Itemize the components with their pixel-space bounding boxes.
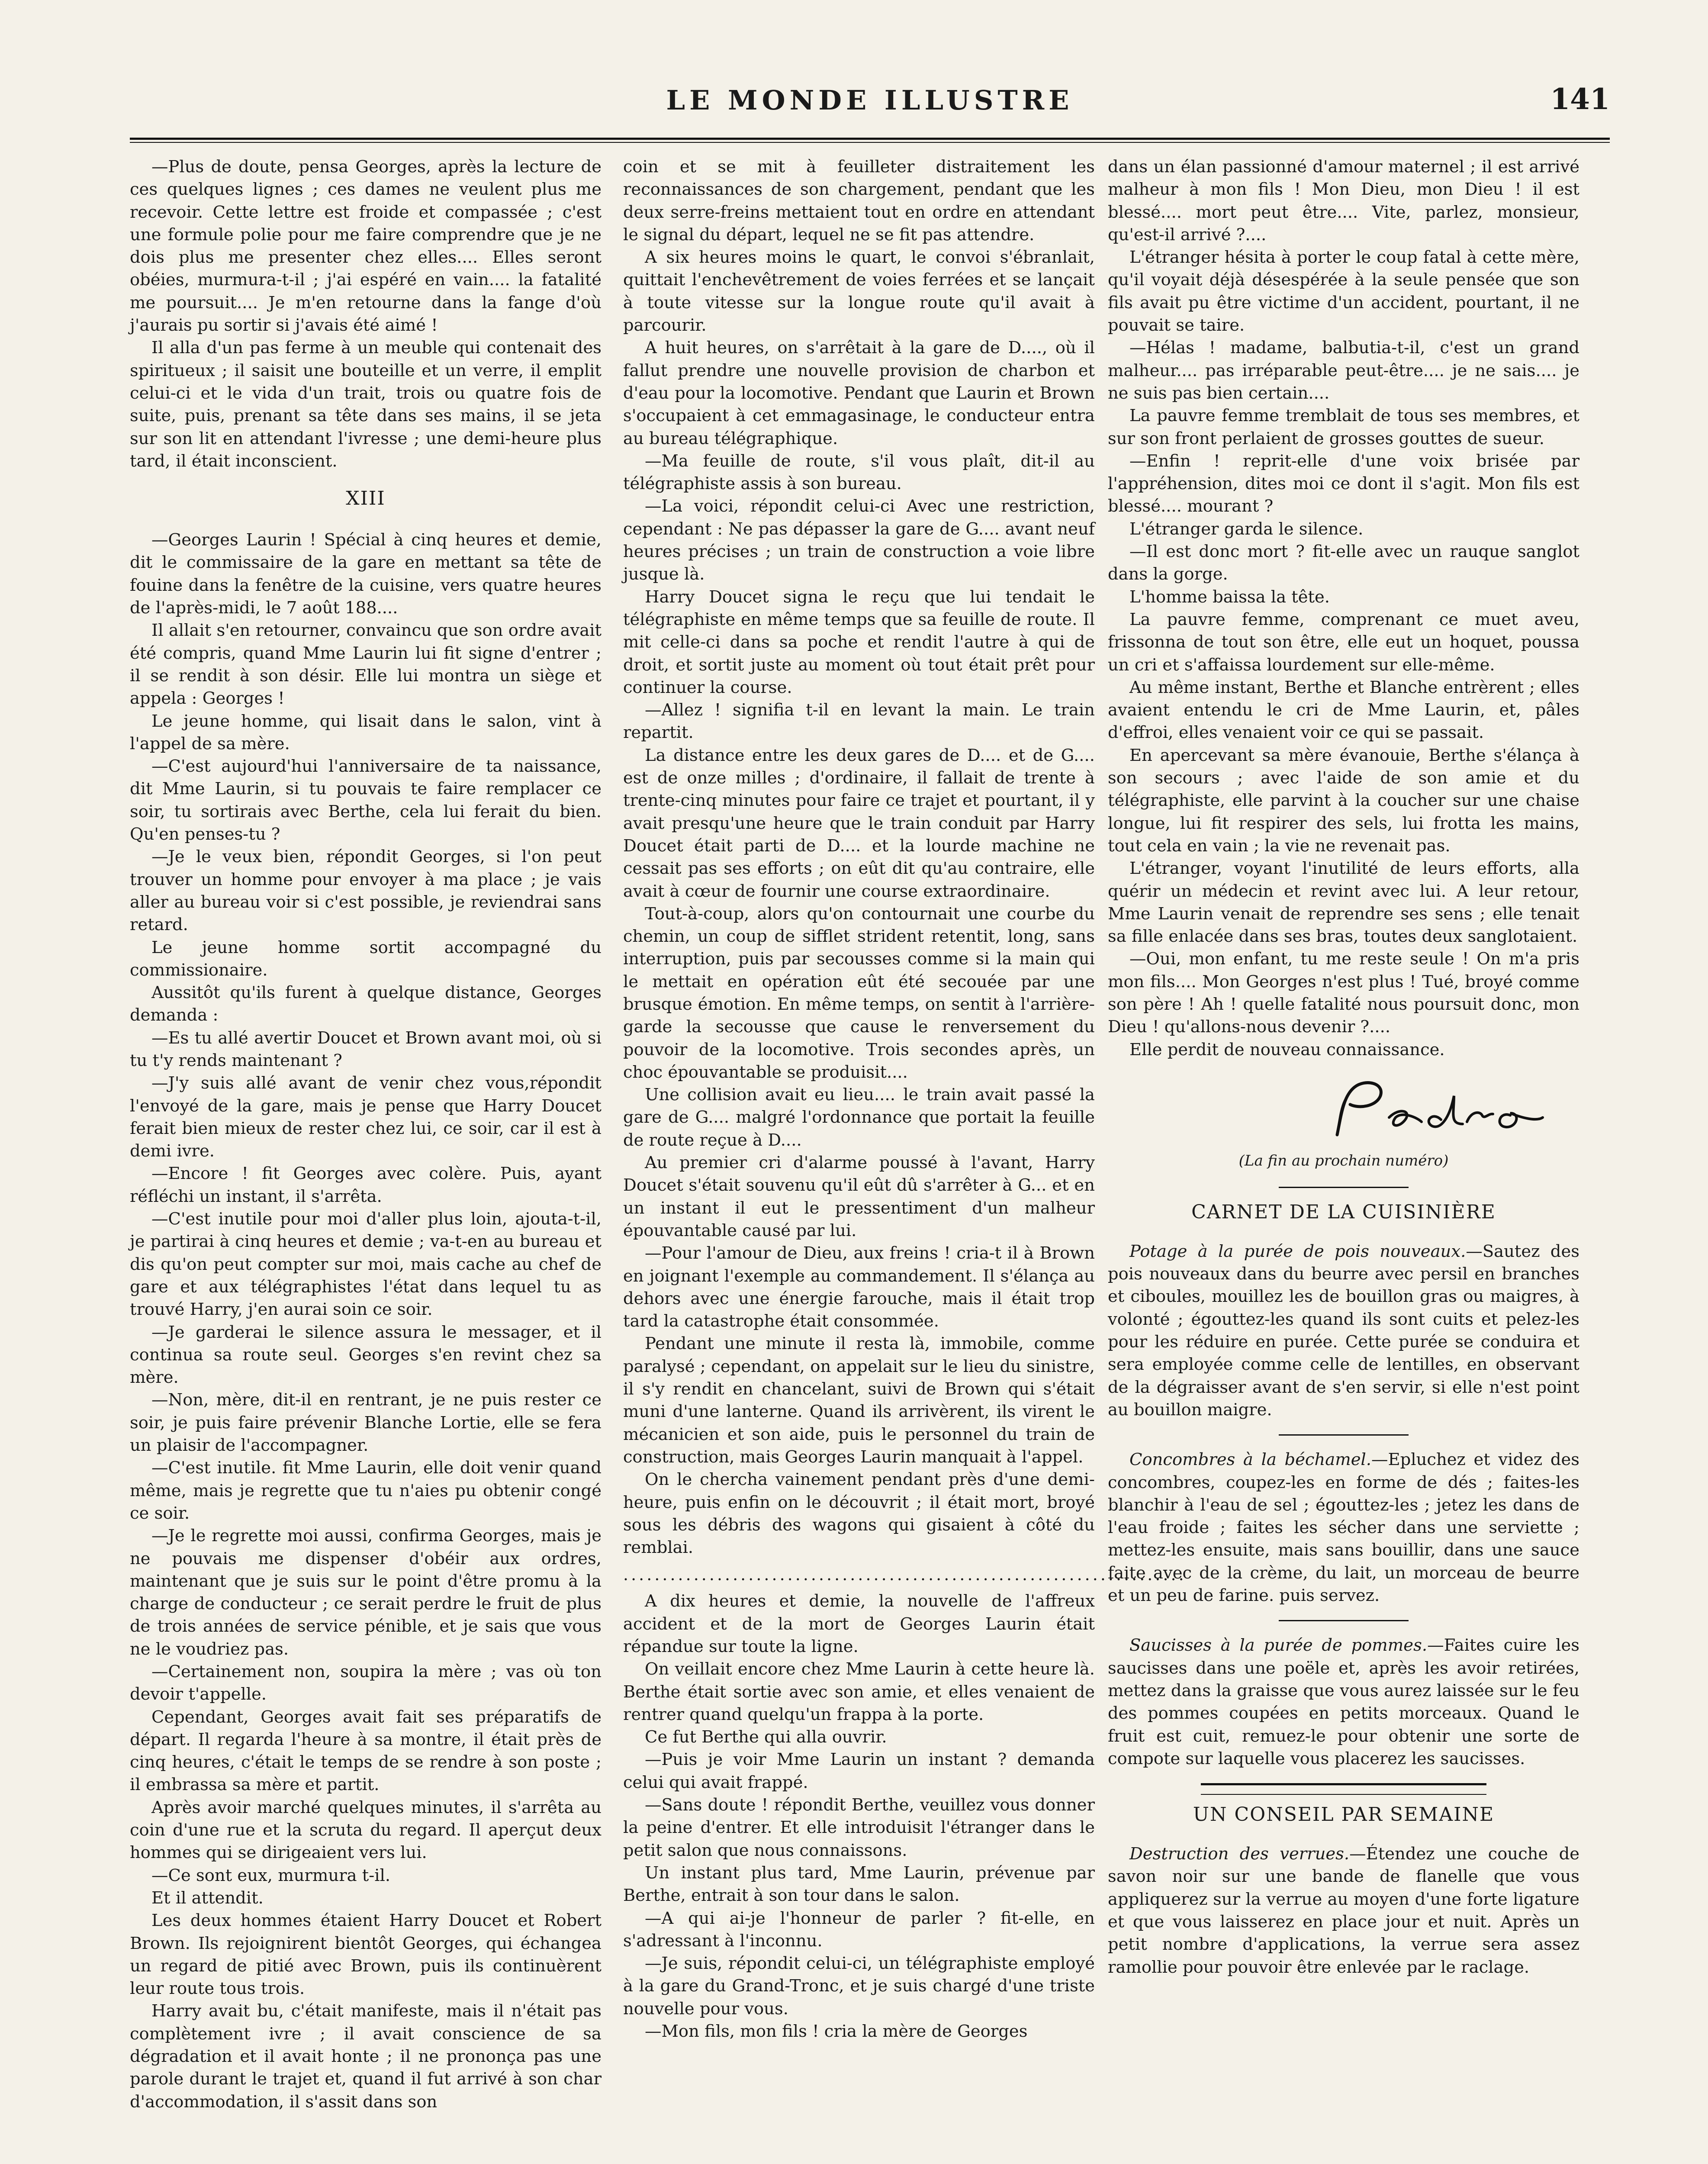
advice-text: —Étendez une couche de savon noir sur une bande de flanelle que vous appliquerez sur la verrue au moyen d'une forte ligature et que vous laisserez en place jour et nuit. Après un petit nombre d'applications, la verrue sera assez ramollie pour pouvoir être enlevée par le raclage. xyxy=(1108,1844,1580,1977)
column-2 xyxy=(623,156,1187,2043)
paragraph: —Ce sont eux, murmura t-il. xyxy=(151,1865,391,1885)
section-break-dots: ........................................................................ xyxy=(623,1565,1187,1584)
paragraph: dans un élan passionné d'amour maternel ; il est arrivé malheur à mon fils ! Mon Dieu, mon Dieu ! il est blessé.... mort peut être.... Vite, parlez, monsieur, qu'est-il arrivé ?.... xyxy=(1108,157,1579,245)
page-number: 141 xyxy=(1550,82,1610,116)
paragraph: Cependant, Georges avait fait ses préparatifs de départ. Il regarda l'heure à sa montre, il était près de cinq heures, c'était le temps de se rendre à son poste ; il embrassa sa mère et partit. xyxy=(130,1707,601,1795)
paragraph: Et il attendit. xyxy=(151,1888,264,1908)
section-title-carnet: CARNET DE LA CUISINIÈRE xyxy=(1191,1201,1496,1223)
column-1 xyxy=(130,156,601,2113)
paragraph: —Mon fils, mon fils ! cria la mère de Georges xyxy=(645,2022,1028,2042)
paragraph: —Il est donc mort ? fit-elle avec un rauque sanglot dans la gorge. xyxy=(1108,542,1579,584)
column-3 xyxy=(1108,156,1579,1979)
paragraph: Harry avait bu, c'était manifeste, mais il n'était pas complètement ivre ; il avait conscience de sa dégradation et il avait honte ; il ne prononça pas une parole durant le trajet et, quand il fut arrivé à son char d'accommodation, il s'assit dans son xyxy=(130,2001,601,2112)
recipe-title: Concombres à la béchamel. xyxy=(1129,1450,1372,1470)
paragraph: Une collision avait eu lieu.... le train avait passé la gare de G.... malgré l'ordonnance que portait la feuille de route reçue à D.... xyxy=(623,1085,1095,1150)
paragraph: —Enfin ! reprit-elle d'une voix brisée par l'appréhension, dites moi ce dont il s'agit. Mon fils est blessé.... mourant ? xyxy=(1108,451,1579,516)
recipe-text: —Epluchez et videz des concombres, coupez-les en forme de dés ; faites-les blanchir à l'eau de sel ; égouttez-les ; jetez les dans de l'eau froide ; faites les sécher dans une serviette ; mettez-les ensuite, mais sans bouillir, dans une sauce faite avec de la crème, du lait, un morceau de beurre et un peu de farine. puis servez. xyxy=(1108,1450,1580,1606)
paragraph: coin et se mit à feuilleter distraitement les reconnaissances de son chargement, pendant que les deux serre-freins mettaient tout en ordre en attendant le signal du départ, lequel ne se fit pas attendre. xyxy=(623,157,1095,245)
recipe-paragraph xyxy=(1108,1634,1579,1770)
paragraph: Ce fut Berthe qui alla ouvrir. xyxy=(645,1727,887,1747)
paragraph: —Oui, mon enfant, tu me reste seule ! On m'a pris mon fils.... Mon Georges n'est plus ! Tué, broyé comme son père ! Ah ! quelle fatalité nous poursuit donc, mon Dieu ! qu'allons-nous devenir ?.... xyxy=(1108,949,1579,1037)
paragraph: Il allait s'en retourner, convaincu que son ordre avait été compris, quand Mme Laurin lui fit signe d'entrer ; il se rendit à son désir. Elle lui montra un siège et appela : Georges ! xyxy=(130,621,601,708)
paragraph: —Certainement non, soupira la mère ; vas où ton devoir t'appelle. xyxy=(130,1662,601,1704)
paragraph: Pendant une minute il resta là, immobile, comme paralysé ; cependant, on appelait sur le lieu du sinistre, il s'y rendit en chancelant, suivi de Brown qui s'était muni d'une lanterne. Quand ils arrivèrent, ils virent le mécanicien et son aide, puis le personnel du train de construction, mais Georges Laurin manquait à l'appel. xyxy=(623,1334,1095,1467)
paragraph: —C'est aujourd'hui l'anniversaire de ta naissance, dit Mme Laurin, si tu pouvais te faire remplacer ce soir, tu sortirais avec Berthe, cela lui ferait du bien. Qu'en penses-tu ? xyxy=(130,757,601,844)
paragraph: L'étranger garda le silence. xyxy=(1129,519,1364,539)
advice-paragraph xyxy=(1108,1843,1579,1979)
paragraph: Elle perdit de nouveau connaissance. xyxy=(1129,1040,1445,1059)
advice-title: Destruction des verrues. xyxy=(1129,1844,1350,1864)
section-title-conseil: UN CONSEIL PAR SEMAINE xyxy=(1193,1803,1495,1826)
paragraph: On le chercha vainement pendant près d'une demi-heure, puis enfin on le découvrit ; il était mort, broyé sous les débris des wagons qui gisaient à côté du remblai. xyxy=(623,1470,1095,1558)
section-rule-double xyxy=(1201,1783,1486,1785)
paragraph: —Ma feuille de route, s'il vous plaît, dit-il au télégraphiste assis à son bureau. xyxy=(623,451,1095,494)
paragraph: —Es tu allé avertir Doucet et Brown avant moi, où si tu t'y rends maintenant ? xyxy=(130,1028,601,1070)
paragraph: Au premier cri d'alarme poussé à l'avant, Harry Doucet s'était souvenu qu'il eût dû s'arrêter à G... et en un instant il eut le pressentiment d'un malheur épouvantable causé par lui. xyxy=(623,1153,1095,1240)
paragraph: —C'est inutile. fit Mme Laurin, elle doit venir quand même, mais je regrette que tu n'aies pu obtenir congé ce soir. xyxy=(130,1458,601,1523)
paragraph: Un instant plus tard, Mme Laurin, prévenue par Berthe, entrait à son tour dans le salon. xyxy=(623,1863,1095,1906)
paragraph: —Je suis, répondit celui-ci, un télégraphiste employé à la gare du Grand-Tronc, et je suis chargé d'une triste nouvelle pour vous. xyxy=(623,1954,1095,2019)
recipe-separator xyxy=(1279,1434,1409,1436)
paragraph: —C'est inutile pour moi d'aller plus loin, ajouta-t-il, je partirai à cinq heures et demie ; va-t-en au bureau et dis qu'on peut compter sur moi, mais cache au chef de gare et aux télégraphistes l'état dans lequel tu as trouvé Harry, j'en aurai soin ce soir. xyxy=(130,1209,601,1320)
paragraph: Le jeune homme, qui lisait dans le salon, vint à l'appel de sa mère. xyxy=(130,711,601,754)
paragraph: Après avoir marché quelques minutes, il s'arrêta au coin d'une rue et la scruta du regard. Il aperçut deux hommes qui se dirigeaient vers lui. xyxy=(130,1797,601,1863)
paragraph: A six heures moins le quart, le convoi s'ébranlait, quittait l'enchevêtrement de voies ferrées et se lançait à toute vitesse sur la longue route qu'il avait à parcourir. xyxy=(623,248,1095,335)
paragraph: —Sans doute ! répondit Berthe, veuillez vous donner la peine d'entrer. Et elle introduisit l'étranger dans le petit salon que nous connaissons. xyxy=(623,1795,1095,1860)
paragraph: —Encore ! fit Georges avec colère. Puis, ayant réfléchi un instant, il s'arrêta. xyxy=(130,1164,601,1206)
recipe-title: Potage à la purée de pois nouveaux. xyxy=(1129,1241,1466,1261)
paragraph: —Georges Laurin ! Spécial à cinq heures et demie, dit le commissaire de la gare en mettant sa tête de fouine dans la fenêtre de la cuisine, vers quatre heures de l'après-midi, le 7 août 188.... xyxy=(130,530,601,618)
recipe-text: —Faites cuire les saucisses dans une poële et, après les avoir retirées, mettez dans la graisse que vous aurez laissée sur le feu des pommes coupées en petits morceaux. Quand le fruit est cuit, remuez-le pour obtenir une sorte de compote sur laquelle vous placerez les saucisses. xyxy=(1108,1636,1579,1768)
handwritten-signature-graphic xyxy=(1324,1070,1549,1148)
paragraph: A dix heures et demie, la nouvelle de l'affreux accident et de la mort de Georges Laurin était répandue sur toute la ligne. xyxy=(623,1591,1095,1656)
publication-title: LE MONDE ILLUSTRE xyxy=(666,84,1074,116)
recipe-text: —Sautez des pois nouveaux dans du beurre avec persil en branches et ciboules, mouillez les de bouillon gras ou maigres, à volonté ; égouttez-les quand ils sont cuits et pelez-les pour les réduire en purée. Cette purée se conduira et sera employée comme celle de lentilles, en observant de la dégraisser avant de s'en servir, si elle n'est point au bouillon maigre. xyxy=(1108,1241,1579,1420)
paragraph: Tout-à-coup, alors qu'on contournait une courbe du chemin, un coup de sifflet strident retentit, long, sans interruption, puis par secousses comme si la main qui le mettait en opération eût été secouée par une brusque émotion. En même temps, on sentit à l'arrière-garde la secousse que cause le renversement du pouvoir de la locomotive. Trois secondes après, un choc épouvantable se produisit.... xyxy=(623,904,1095,1082)
paragraph: La distance entre les deux gares de D.... et de G.... est de onze milles ; d'ordinaire, il fallait de trente à trente-cinq minutes pour faire ce trajet et pourtant, il y avait presqu'une heure que le train conduit par Harry Doucet était parti de D.... et la lourde machine ne cessait pas ses efforts ; on eût dit qu'au contraire, elle avait à cœur de fournir une course extraordinaire. xyxy=(623,745,1095,901)
paragraph: L'étranger, voyant l'inutilité de leurs efforts, alla quérir un médecin et revint avec lui. A leur retour, Mme Laurin venait de reprendre ses sens ; elle tenait sa fille enlacée dans ses bras, toutes deux sanglotaient. xyxy=(1108,859,1579,947)
recipe-separator xyxy=(1279,1620,1409,1621)
paragraph: —Pour l'amour de Dieu, aux freins ! cria-t il à Brown en joignant l'exemple au commandement. Il s'élança au dehors avec une énergie farouche, mais il était trop tard la catastrophe était consommée. xyxy=(623,1243,1095,1331)
masthead xyxy=(130,84,1610,123)
paragraph: A huit heures, on s'arrêtait à la gare de D...., où il fallut prendre une nouvelle provision de charbon et d'eau pour la locomotive. Pendant que Laurin et Brown s'occupaient à cet emmagasinage, le conducteur entra au bureau télégraphique. xyxy=(623,338,1095,448)
paragraph: —A qui ai-je l'honneur de parler ? fit-elle, en s'adressant à l'inconnu. xyxy=(623,1908,1095,1951)
section-rule xyxy=(1279,1187,1409,1188)
paragraph: —Hélas ! madame, balbutia-t-il, c'est un grand malheur.... pas irréparable peut-être.... je ne sais.... je ne suis pas bien certain.... xyxy=(1108,338,1579,403)
section-rule-double-thin xyxy=(1201,1794,1486,1795)
header-rule xyxy=(130,138,1610,140)
paragraph: Le jeune homme sortit accompagné du commissionaire. xyxy=(130,937,601,980)
paragraph: Harry Doucet signa le reçu que lui tendait le télégraphiste en même temps que sa feuille de route. Il mit celle-ci dans sa poche et rendit l'autre à qui de droit, et sortit juste au moment où tout était prêt pour continuer la course. xyxy=(623,587,1095,697)
recipe-title: Saucisses à la purée de pommes. xyxy=(1129,1636,1428,1655)
header-rule-thin xyxy=(130,142,1610,143)
paragraph: L'homme baissa la tête. xyxy=(1129,587,1330,607)
paragraph: —La voici, répondit celui-ci Avec une restriction, cependant : Ne pas dépasser la gare de G.... avant neuf heures précises ; un train de construction a voie libre jusque là. xyxy=(623,496,1095,584)
paragraph: —J'y suis allé avant de venir chez vous,répondit l'envoyé de la gare, mais je pense que Harry Doucet ferait bien mieux de rester chez lui, ce soir, car il est à demi ivre. xyxy=(130,1073,601,1161)
paragraph: La pauvre femme tremblait de tous ses membres, et sur son front perlaient de grosses gouttes de sueur. xyxy=(1108,406,1579,448)
paragraph: —Je le regrette moi aussi, confirma Georges, mais je ne pouvais me dispenser d'obéir aux ordres, maintenant que je suis sur le point d'être promu à la charge de conducteur ; ce serait perdre le fruit de plus de trois années de service pénible, et je sais que vous ne le voudriez pas. xyxy=(130,1526,601,1659)
author-signature xyxy=(1108,1070,1579,1148)
paragraph: L'étranger hésita à porter le coup fatal à cette mère, qu'il voyait déjà désespérée à la seule pensée que son fils avait pu être victime d'un accident, pourtant, il ne pouvait se taire. xyxy=(1108,248,1579,335)
paragraph: —Je garderai le silence assura le messager, et il continua sa route seul. Georges s'en revint chez sa mère. xyxy=(130,1322,601,1388)
paragraph: Les deux hommes étaient Harry Doucet et Robert Brown. Ils rejoignirent bientôt Georges, qui échangea un regard de pitié avec Brown, puis ils continuèrent leur route tous trois. xyxy=(130,1911,601,1999)
paragraph: —Plus de doute, pensa Georges, après la lecture de ces quelques lignes ; ces dames ne veulent plus me recevoir. Cette lettre est froide et compassée ; c'est une formule polie pour me faire comprendre que je ne dois plus me presenter chez elles.... Elles seront obéies, murmura-t-il ; j'ai espéré en vain.... la fatalité me poursuit.... Je m'en retourne dans la fange d'où j'aurais pu sortir si j'avais été aimé ! xyxy=(130,157,601,335)
paragraph: Il alla d'un pas ferme à un meuble qui contenait des spiritueux ; il saisit une bouteille et un verre, il emplit celui-ci et le vida d'un trait, trois ou quatre fois de suite, puis, prenant sa tête dans ses mains, il se jeta sur son lit en attendant l'ivresse ; une demi-heure plus tard, il était inconscient. xyxy=(130,338,601,471)
continuation-note: (La fin au prochain numéro) xyxy=(1238,1152,1449,1169)
paragraph: Au même instant, Berthe et Blanche entrèrent ; elles avaient entendu le cri de Mme Laurin, et, pâles d'effroi, elles venaient voir ce qui se passait. xyxy=(1108,677,1579,743)
paragraph: En apercevant sa mère évanouie, Berthe s'élança à son secours ; avec l'aide de son amie et du télégraphiste, elle parvint à la coucher sur une chaise longue, lui fit respirer des sels, lui frotta les mains, tout cela en vain ; la vie ne revenait pas. xyxy=(1108,745,1579,856)
paragraph: La pauvre femme, comprenant ce muet aveu, frissonna de tout son être, elle eut un hoquet, poussa un cri et s'affaissa lourdement sur elle-même. xyxy=(1108,609,1579,675)
paragraph: —Je le veux bien, répondit Georges, si l'on peut trouver un homme pour envoyer à ma place ; je vais aller au bureau voir si c'est possible, je reviendrai sans retard. xyxy=(130,847,601,935)
paragraph: —Allez ! signifia t-il en levant la main. Le train repartit. xyxy=(623,700,1095,743)
paragraph: On veillait encore chez Mme Laurin à cette heure là. Berthe était sortie avec son amie, et elles venaient de rentrer quand quelqu'un frappa à la porte. xyxy=(623,1659,1095,1724)
paragraph: —Puis je voir Mme Laurin un instant ? demanda celui qui avait frappé. xyxy=(623,1750,1095,1792)
recipe-paragraph xyxy=(1108,1449,1579,1607)
recipe-paragraph xyxy=(1108,1240,1579,1421)
paragraph: Aussitôt qu'ils furent à quelque distance, Georges demanda : xyxy=(130,983,601,1025)
paragraph: —Non, mère, dit-il en rentrant, je ne puis rester ce soir, je puis faire prévenir Blanche Lortie, elle se fera un plaisir de l'accompagner. xyxy=(130,1390,601,1456)
chapter-heading: XIII xyxy=(346,487,386,510)
